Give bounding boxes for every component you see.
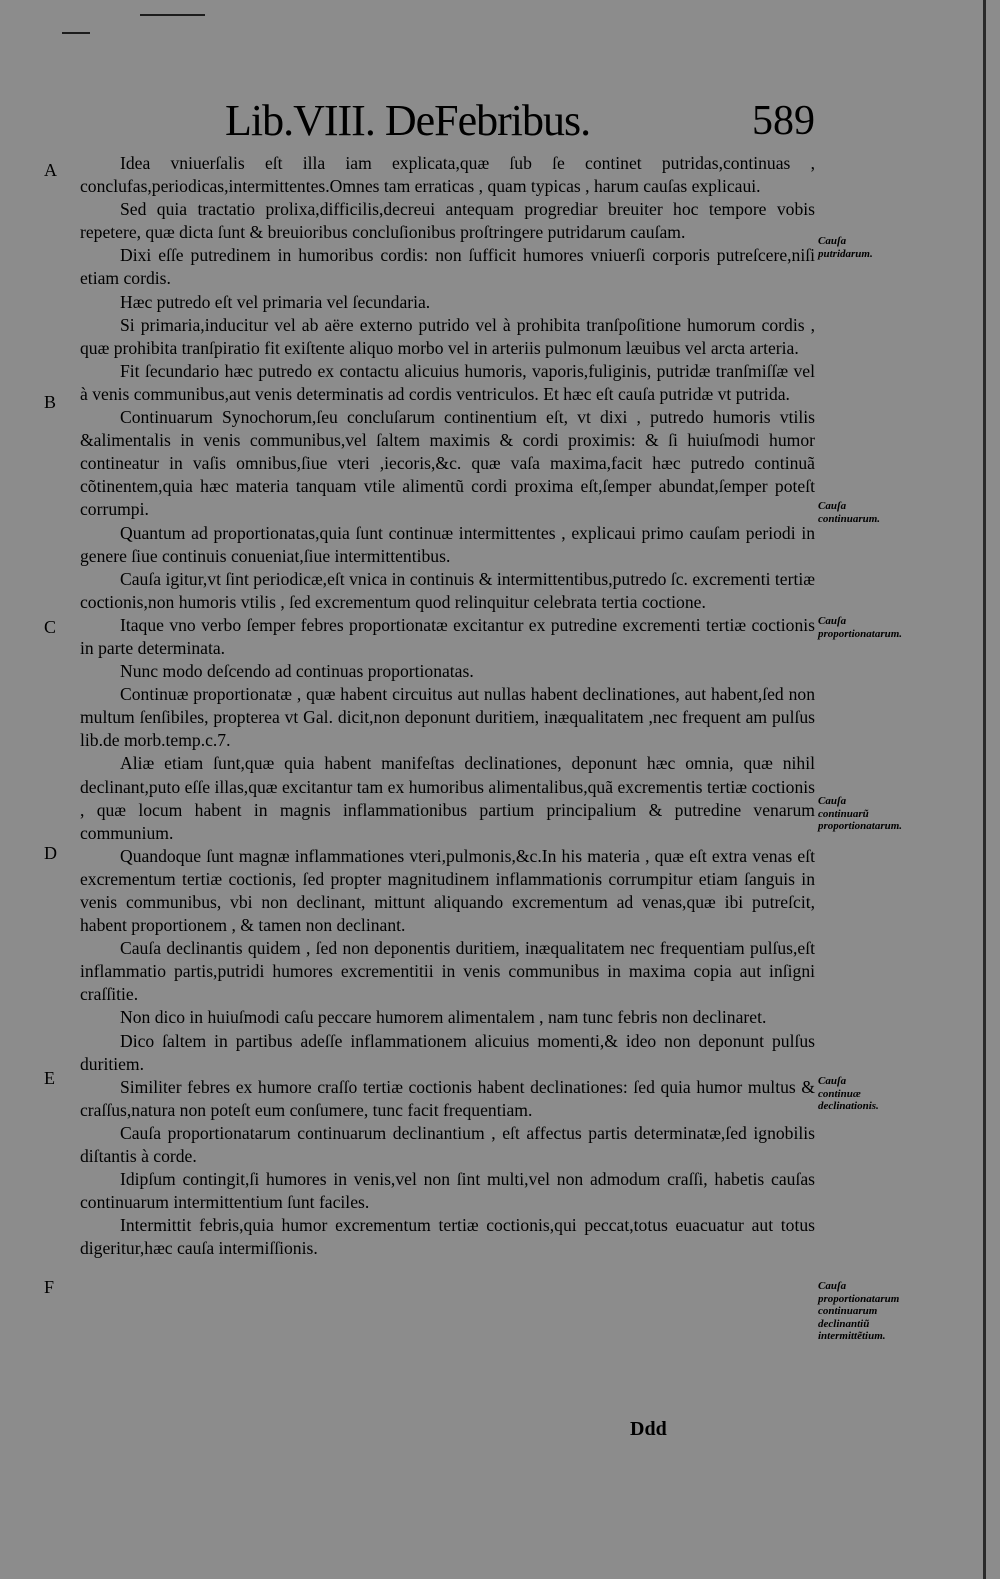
paragraph: Si primaria,inducitur vel ab aëre externo putrido vel à prohibita tranſpoſitione humorum cordis , quæ prohibita tranſpiratio fit exiſtente aliquo morbo vel in arteriis pulmonum læuibus vel arcta arteria. bbox=[80, 314, 815, 358]
marginal-note: Cauſa continuarum. bbox=[818, 500, 881, 525]
page-number: 589 bbox=[752, 98, 815, 144]
paragraph: Continuarum Synochorum,ſeu concluſarum continentium eſt, vt dixi , putredo humoris vtilis &alimentalis in venis communibus,vel ſaltem maximis & cordi proximis: & ſi huiuſmodi humor contineatur in vaſis omnibus,ſiue vteri ,iecoris,&c. quæ vaſa maxima,facit hæc putredo continuã cõtinentem,quia hæc materia tanquam vtile alimentũ cordi proxima eſt,ſemper abundat,ſemper poteſt corrumpi. bbox=[80, 407, 815, 520]
body-text bbox=[80, 152, 815, 1261]
paragraph: Hæc putredo eſt vel primaria vel ſecundaria. bbox=[120, 291, 431, 312]
running-title: Lib.VIII. DeFebribus. bbox=[225, 96, 591, 145]
marginal-note: Cauſa putridarum. bbox=[818, 235, 873, 260]
paragraph: Quandoque ſunt magnæ inflammationes vteri,pulmonis,&c.In his materia , quæ eſt extra venas eſt excrementum tertiæ coctionis, ſed propter magnitudinem inflammationis corrumpitur etiam ſanguis in venis communibus, vbi non declinant, mittunt aliquando excrementum ad venas,quæ ibi putreſcit, habent proportionem , & tamen non declinant. bbox=[80, 845, 815, 936]
section-letter-b: B bbox=[44, 392, 57, 412]
paragraph: Intermittit febris,quia humor excrementum tertiæ coctionis,qui peccat,totus euacuatur aut totus digeritur,hæc cauſa intermiſſionis. bbox=[80, 1215, 815, 1259]
marginal-note: Cauſa proportionatarum continuarum declinantiũ intermittẽtium. bbox=[818, 1280, 900, 1342]
section-letter-a: A bbox=[44, 160, 57, 180]
paragraph: Continuæ proportionatæ , quæ habent circuitus aut nullas habent declinationes, aut habent,ſed non multum ſenſibiles, propterea vt Gal. dicit,non deponunt duritiem, inæqualitatem ,nec frequent am pulſus lib.de morb.temp.c.7. bbox=[80, 684, 815, 751]
marginal-note: Cauſa continuæ declinationis. bbox=[818, 1075, 879, 1112]
paragraph: Sed quia tractatio prolixa,difficilis,decreui antequam progrediar breuiter hoc tempore vobis repetere, quæ dicta ſunt & breuioribus concluſionibus proſtringere putridarum cauſam. bbox=[80, 199, 815, 243]
paragraph: Cauſa declinantis quidem , ſed non deponentis duritiem, inæqualitatem nec frequentiam pulſus,eſt inflammatio partis,putridi humores excrementitii in venis communibus in maxima copia aut inſigni craſſitie. bbox=[80, 938, 815, 1005]
paragraph: Itaque vno verbo ſemper febres proportionatæ excitantur ex putredine excrementi tertiæ coctionis in parte determinata. bbox=[80, 614, 815, 658]
paragraph: Dixi eſſe putredinem in humoribus cordis: non ſufficit humores vniuerſi corporis putreſcere,niſi etiam cordis. bbox=[80, 245, 815, 289]
marginal-note: Cauſa proportionatarum. bbox=[818, 615, 903, 640]
page-header bbox=[225, 98, 815, 146]
paragraph: Cauſa igitur,vt ſint periodicæ,eſt vnica in continuis & intermittentibus,putredo ſc. excrementi tertiæ coctionis,non humoris vtilis , ſed excrementum quod relinquitur celebrata tertia coctione. bbox=[80, 568, 815, 612]
paragraph: Similiter febres ex humore craſſo tertiæ coctionis habent declinationes: ſed quia humor multus & craſſus,natura non poteſt eum conſumere, tunc facit frequentiam. bbox=[80, 1076, 815, 1120]
paragraph: Idipſum contingit,ſi humores in venis,vel non ſint multi,vel non admodum craſſi, habetis cauſas continuarum intermittentium ſunt faciles. bbox=[80, 1169, 815, 1213]
paragraph: Idea vniuerſalis eſt illa iam explicata,quæ ſub ſe continet putridas,continuas , conclufas,periodicas,intermittentes.Omnes tam erraticas , quam typicas , harum cauſas explicaui. bbox=[80, 153, 815, 197]
scan-ink-mark bbox=[140, 14, 205, 16]
paragraph: Fit ſecundario hæc putredo ex contactu alicuius humoris, vaporis,fuliginis, putridæ tranſmiſſæ vel à venis communibus,aut venis determinatis ad cordis ventriculos. Et hæc eſt cauſa putridæ vt putrida. bbox=[80, 360, 815, 404]
marginal-note: Cauſa continuarũ proportionatarum. bbox=[818, 795, 903, 832]
scan-ink-mark bbox=[62, 32, 90, 34]
section-letter-d: D bbox=[44, 843, 57, 863]
paragraph: Cauſa proportionatarum continuarum declinantium , eſt affectus partis determinatæ,ſed ignobilis diſtantis à corde. bbox=[80, 1122, 815, 1167]
paragraph: Quantum ad proportionatas,quia ſunt continuæ intermittentes , explicaui primo cauſam periodi in genere ſiue continuis conueniat,ſiue intermittentibus. bbox=[80, 522, 815, 566]
paragraph: Nunc modo deſcendo ad continuas proportionatas. bbox=[120, 661, 474, 682]
scan-page-edge bbox=[983, 0, 986, 1579]
signature-mark: Ddd bbox=[630, 1418, 667, 1440]
paragraph: Aliæ etiam ſunt,quæ quia habent manifeſtas declinationes, deponunt hæc omnia, quæ nihil declinant,puto eſſe illas,quæ excitantur tam ex humoribus alimentalibus,quã excrementis tertiæ coctionis , quæ locum habent in magnis inflammationibus partium principalium & putredine venarum communium. bbox=[80, 753, 815, 843]
paragraph: Non dico in huiuſmodi caſu peccare humorem alimentalem , nam tunc febris non declinaret. bbox=[120, 1007, 767, 1028]
paragraph: Dico ſaltem in partibus adeſſe inflammationem alicuius momenti,& ideo non deponunt pulſus duritiem. bbox=[80, 1030, 815, 1074]
section-letter-c: C bbox=[44, 617, 57, 637]
section-letter-e: E bbox=[44, 1068, 55, 1088]
section-letter-f: F bbox=[44, 1277, 55, 1297]
